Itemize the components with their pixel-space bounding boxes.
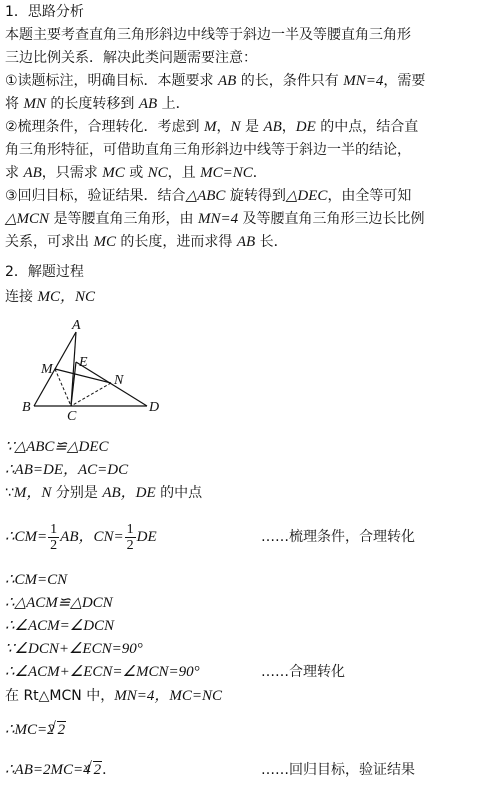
step1-line-1: ①读题标注，明确目标．本题要求 AB 的长，条件只有 MN=4，需要 (5, 73, 426, 89)
proof-line-10: 在 Rt△MCN 中，MN=4，MC=NC (5, 688, 222, 704)
proof-line-9: ∴∠ACM+∠ECN=∠MCN=90° ……合理转化 (5, 664, 345, 680)
intro-line-2: 三边比例关系．解决此类问题需要注意： (5, 50, 257, 66)
note-verify-result: ……回归目标，验证结果 (261, 762, 415, 778)
proof-line-1: ∵△ABC≌△DEC (5, 439, 109, 455)
proof-line-11: ∴MC=2√ 2 (5, 720, 66, 740)
sqrt-2a: √ 2 (57, 721, 67, 738)
connect-line: 连接 MC，NC (5, 289, 95, 305)
proof-line-6: ∴△ACM≌△DCN (5, 595, 113, 611)
geometry-figure (19, 318, 169, 423)
step2-line-1: ②梳理条件，合理转化．考虑到 M，N 是 AB，DE 的中点，结合直 (5, 119, 419, 135)
step3-line-1: ③回归目标，验证结果．结合△ABC 旋转得到△DEC，由全等可知 (5, 188, 412, 204)
proof-line-8: ∵∠DCN+∠ECN=90° (5, 641, 143, 657)
label-a: A (72, 318, 81, 333)
fraction-half-1: $\frac{1}{2}$ (50, 521, 58, 553)
proof-line-3: ∵M，N 分别是 AB，DE 的中点 (5, 485, 203, 501)
proof-line-5: ∴CM=CN (5, 572, 68, 588)
label-b: B (22, 400, 31, 415)
label-m: M (41, 362, 53, 377)
segment-mn (55, 369, 111, 383)
label-e: E (79, 355, 88, 370)
fraction-half-2: $\frac{1}{2}$ (126, 521, 134, 553)
section2-heading: 2．解题过程 (5, 264, 84, 280)
section1-heading: 1．思路分析 (5, 4, 84, 20)
sqrt-2b: √ 2 (93, 761, 103, 778)
step3-line-3: 关系，可求出 MC 的长度，进而求得 AB 长． (5, 234, 288, 250)
proof-line-7: ∴∠ACM=∠DCN (5, 618, 115, 634)
segment-mc-dashed (55, 369, 71, 406)
label-d: D (149, 400, 160, 415)
proof-line-4: ∴CM= $\frac{1}{2}$ AB，CN= $\frac{1}{2}$ DE ……梳理条件，合理转化 (5, 518, 157, 556)
proof-line-12: ∴AB=2MC=4√ 2． ……回归目标，验证结果 (5, 760, 475, 780)
label-n: N (114, 373, 124, 388)
step2-line-3: 求 AB，只需求 MC 或 NC，且 MC=NC． (5, 165, 267, 181)
proof-line-2: ∴AB=DE，AC=DC (5, 462, 129, 478)
note-combine-conditions: ……梳理条件，合理转化 (261, 529, 415, 545)
intro-line-1: 本题主要考查直角三角形斜边中线等于斜边一半及等腰直角三角形 (5, 27, 411, 43)
label-c: C (67, 409, 77, 423)
step3-line-2: △MCN 是等腰直角三角形，由 MN=4 及等腰直角三角形三边长比例 (5, 211, 425, 227)
step2-line-2: 角三角形特征，可借助直角三角形斜边中线等于斜边一半的结论， (5, 142, 411, 158)
segment-nc-dashed (71, 383, 111, 406)
note-reasonable-transform: ……合理转化 (261, 664, 345, 680)
step1-line-2: 将 MN 的长度转移到 AB 上． (5, 96, 190, 112)
